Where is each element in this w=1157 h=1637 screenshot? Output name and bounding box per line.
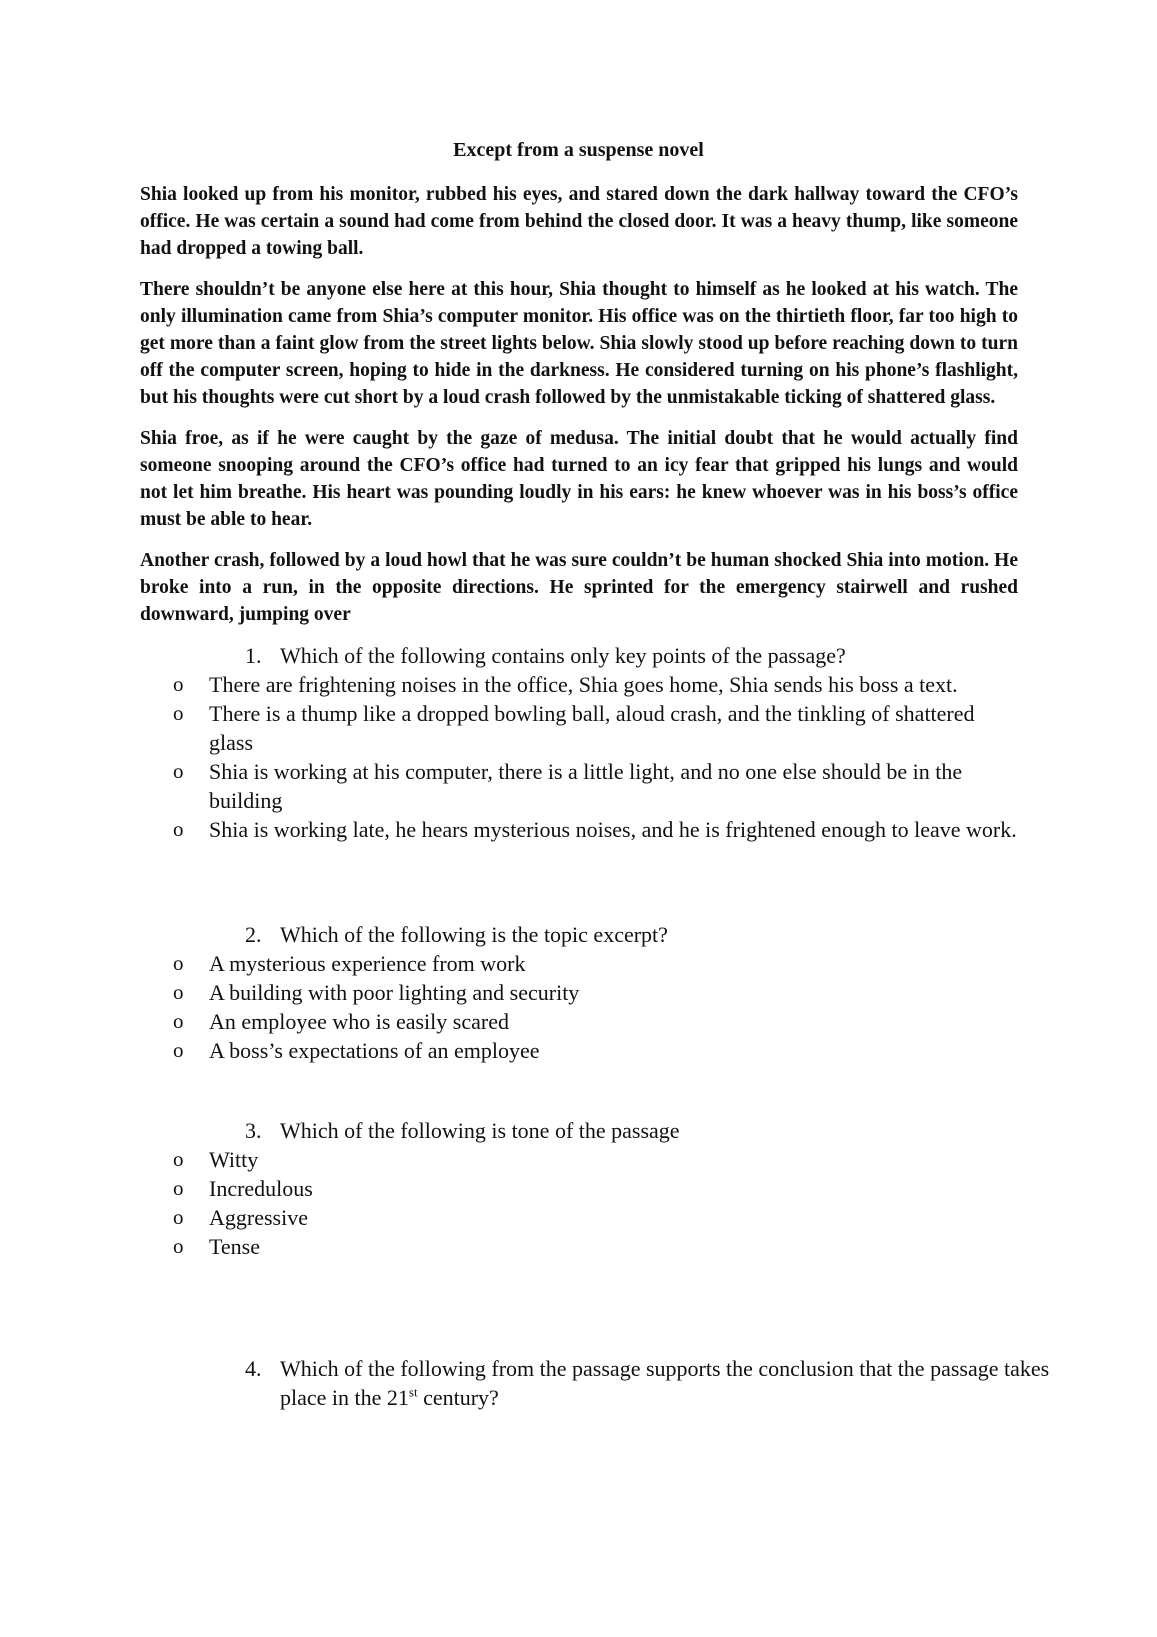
option-text: Tense xyxy=(209,1234,260,1259)
question-stem xyxy=(0,920,1157,949)
answer-option[interactable] xyxy=(0,815,1157,844)
question-text: Which of the following is tone of the passage xyxy=(280,1118,680,1143)
radio-circle-icon: o xyxy=(173,701,184,725)
question-2 xyxy=(0,920,1157,1065)
question-text-main: Which of the following from the passage supports the conclusion that the passage takes place in the 21 xyxy=(280,1356,1050,1410)
option-text: Aggressive xyxy=(209,1205,308,1230)
question-3 xyxy=(0,1116,1157,1261)
passage-paragraph: Shia froe, as if he were caught by the gaze of medusa. The initial doubt that he would actually find someone snooping around the CFO’s office had turned to an icy fear that gripped his lungs and would not let him breathe. His heart was pounding loudly in his ears: he knew whoever was in his boss’s office must be able to hear. xyxy=(140,428,1018,530)
answer-option[interactable] xyxy=(0,949,1157,978)
answer-option[interactable] xyxy=(0,978,1157,1007)
answer-option[interactable] xyxy=(0,1007,1157,1036)
option-text: A boss’s expectations of an employee xyxy=(209,1038,540,1063)
answer-option[interactable] xyxy=(0,670,1157,699)
radio-circle-icon: o xyxy=(173,1205,184,1229)
question-text: Which of the following contains only key points of the passage? xyxy=(280,643,846,668)
answer-option[interactable] xyxy=(0,699,1157,757)
question-number: 3. xyxy=(245,1118,262,1143)
radio-circle-icon: o xyxy=(173,672,184,696)
question-stem xyxy=(0,1354,1157,1412)
option-text: Shia is working at his computer, there is a little light, and no one else should be in the building xyxy=(209,759,963,813)
radio-circle-icon: o xyxy=(173,1176,184,1200)
passage-paragraph: There shouldn’t be anyone else here at this hour, Shia thought to himself as he looked at his watch. The only illumination came from Shia’s computer monitor. His office was on the thirtieth floor, far too high to get more than a faint glow from the street lights below. Shia slowly stood up before reaching down to turn off the computer screen, hoping to hide in the darkness. He considered turning on his phone’s flashlight, but his thoughts were cut short by a loud crash followed by the unmistakable ticking of shattered glass. xyxy=(140,279,1018,408)
answer-option[interactable] xyxy=(0,1145,1157,1174)
radio-circle-icon: o xyxy=(173,980,184,1004)
answer-options xyxy=(0,1145,1157,1261)
answer-option[interactable] xyxy=(0,1203,1157,1232)
option-text: Incredulous xyxy=(209,1176,313,1201)
question-number: 2. xyxy=(245,922,262,947)
question-text-end: century? xyxy=(417,1385,499,1410)
passage-paragraph: Another crash, followed by a loud howl that he was sure couldn’t be human shocked Shia into motion. He broke into a run, in the opposite directions. He sprinted for the emergency stairwell and rushed downward, jumping over xyxy=(140,550,1018,625)
passage-paragraph: Shia looked up from his monitor, rubbed his eyes, and stared down the dark hallway toward the CFO’s office. He was certain a sound had come from behind the closed door. It was a heavy thump, like someone had dropped a towing ball. xyxy=(140,184,1018,259)
question-text xyxy=(280,1356,1049,1410)
answer-option[interactable] xyxy=(0,1174,1157,1203)
question-stem xyxy=(0,641,1157,670)
question-number: 1. xyxy=(245,643,262,668)
ordinal-superscript: st xyxy=(408,1384,418,1400)
radio-circle-icon: o xyxy=(173,1038,184,1062)
option-text: An employee who is easily scared xyxy=(209,1009,509,1034)
radio-circle-icon: o xyxy=(173,1234,184,1258)
radio-circle-icon: o xyxy=(173,817,184,841)
question-1 xyxy=(0,641,1157,844)
option-text: A building with poor lighting and security xyxy=(209,980,580,1005)
answer-options xyxy=(0,670,1157,844)
option-text: A mysterious experience from work xyxy=(209,951,526,976)
answer-options xyxy=(0,949,1157,1065)
option-text: Witty xyxy=(209,1147,259,1172)
radio-circle-icon: o xyxy=(173,951,184,975)
radio-circle-icon: o xyxy=(173,1009,184,1033)
option-text: There is a thump like a dropped bowling ball, aloud crash, and the tinkling of shattered glass xyxy=(209,701,975,755)
passage xyxy=(140,181,1018,642)
question-number: 4. xyxy=(245,1356,262,1381)
question-text: Which of the following is the topic excerpt? xyxy=(280,922,668,947)
answer-option[interactable] xyxy=(0,757,1157,815)
answer-option[interactable] xyxy=(0,1036,1157,1065)
answer-option[interactable] xyxy=(0,1232,1157,1261)
radio-circle-icon: o xyxy=(173,1147,184,1171)
question-stem xyxy=(0,1116,1157,1145)
option-text: There are frightening noises in the office, Shia goes home, Shia sends his boss a text. xyxy=(209,672,958,697)
option-text: Shia is working late, he hears mysterious noises, and he is frightened enough to leave work. xyxy=(209,817,1017,842)
question-4 xyxy=(0,1354,1157,1412)
document-title: Except from a suspense novel xyxy=(453,139,704,161)
radio-circle-icon: o xyxy=(173,759,184,783)
